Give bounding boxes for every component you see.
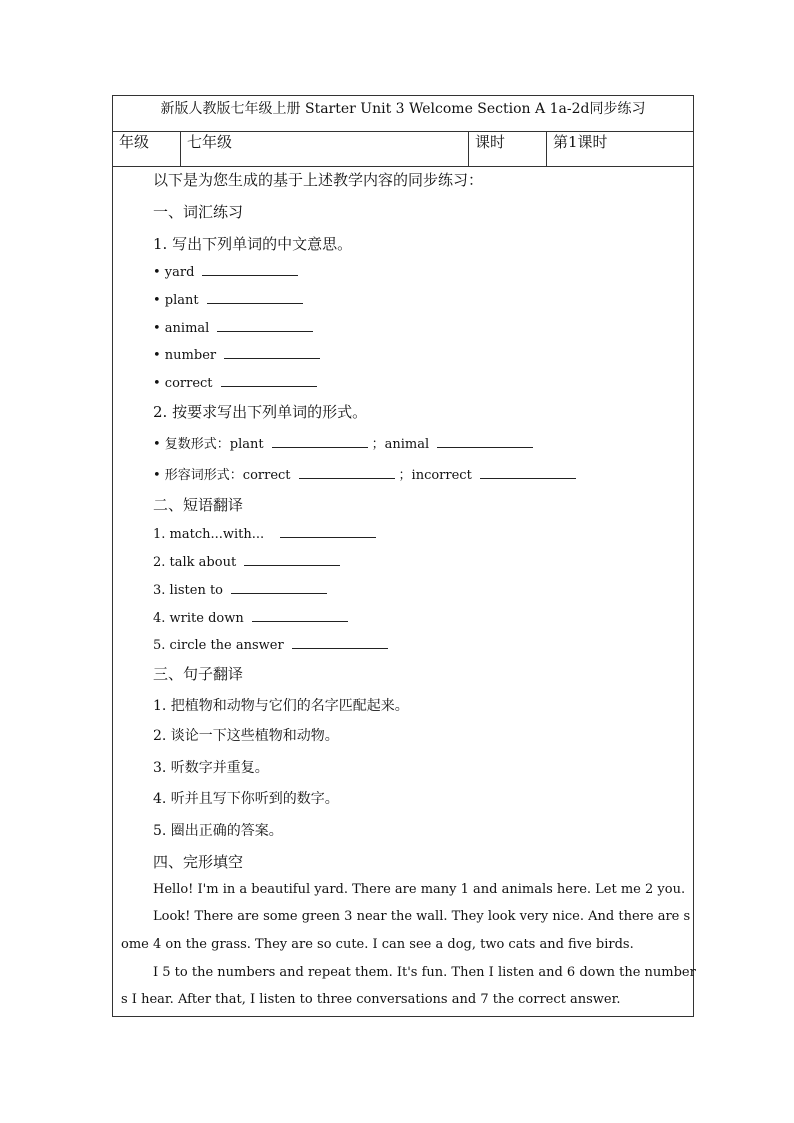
sentence-heading: 三、句子翻译 (153, 665, 244, 683)
answer-blank[interactable] (272, 435, 368, 448)
period-label: 课时 (469, 131, 547, 166)
cloze-passage-line: I 5 to the numbers and repeat them. It's fun. Then I listen and 6 down the number (153, 965, 696, 980)
phrase-item: 2. talk about (153, 553, 340, 570)
period-value: 第1课时 (553, 133, 608, 151)
intro-text: 以下是为您生成的基于上述教学内容的同步练习： (153, 171, 484, 189)
sentence-item: 4. 听并且写下你听到的数字。 (153, 791, 339, 807)
vocab-q2: 2. 按要求写出下列单词的形式。 (153, 403, 368, 421)
plural-form-item: • 复数形式：plant ；animal (153, 433, 533, 452)
vocab-word-item: • animal (153, 319, 313, 336)
sentence-item: 5. 圈出正确的答案。 (153, 823, 283, 839)
grade-label: 年级 (113, 131, 181, 166)
answer-blank[interactable] (244, 553, 340, 566)
answer-blank[interactable] (480, 466, 576, 479)
adjective-form-item: • 形容词形式：correct ；incorrect (153, 464, 576, 483)
phrase-item: 4. write down (153, 609, 348, 626)
answer-blank[interactable] (252, 609, 348, 622)
cloze-heading: 四、完形填空 (153, 853, 244, 871)
sentence-item: 1. 把植物和动物与它们的名字匹配起来。 (153, 698, 409, 714)
phrase-item: 3. listen to (153, 581, 327, 598)
vocab-word-item: • correct (153, 374, 317, 391)
answer-blank[interactable] (221, 374, 317, 387)
sentence-item: 3. 听数字并重复。 (153, 760, 269, 776)
answer-blank[interactable] (231, 581, 327, 594)
cloze-passage-line: Look! There are some green 3 near the wall. They look very nice. And there are s (153, 909, 691, 924)
vocab-word-item: • yard (153, 263, 298, 280)
answer-blank[interactable] (207, 291, 303, 304)
cloze-passage-line: Hello! I'm in a beautiful yard. There are many 1 and animals here. Let me 2 you. (153, 882, 686, 897)
grade-value: 七年级 (181, 131, 469, 166)
sentence-item: 2. 谈论一下这些植物和动物。 (153, 728, 339, 744)
answer-blank[interactable] (224, 346, 320, 359)
answer-blank[interactable] (280, 525, 376, 538)
cloze-passage-line: s I hear. After that, I listen to three conversations and 7 the correct answer. (121, 992, 621, 1007)
vocab-word-item: • plant (153, 291, 303, 308)
vocab-word-item: • number (153, 346, 320, 363)
phrase-item: 1. match...with... (153, 525, 376, 542)
vocab-q1: 1. 写出下列单词的中文意思。 (153, 235, 353, 253)
worksheet-table (112, 95, 694, 1017)
answer-blank[interactable] (299, 466, 395, 479)
answer-blank[interactable] (437, 435, 533, 448)
info-row (113, 131, 693, 167)
worksheet-title: 新版人教版七年级上册 Starter Unit 3 Welcome Section A 1a-2d同步练习 (113, 96, 693, 132)
answer-blank[interactable] (217, 319, 313, 332)
answer-blank[interactable] (292, 636, 388, 649)
vocab-heading: 一、词汇练习 (153, 203, 244, 221)
phrase-item: 5. circle the answer (153, 636, 388, 653)
answer-blank[interactable] (202, 263, 298, 276)
cloze-passage-line: ome 4 on the grass. They are so cute. I can see a dog, two cats and five birds. (121, 937, 634, 952)
phrase-heading: 二、短语翻译 (153, 496, 244, 514)
